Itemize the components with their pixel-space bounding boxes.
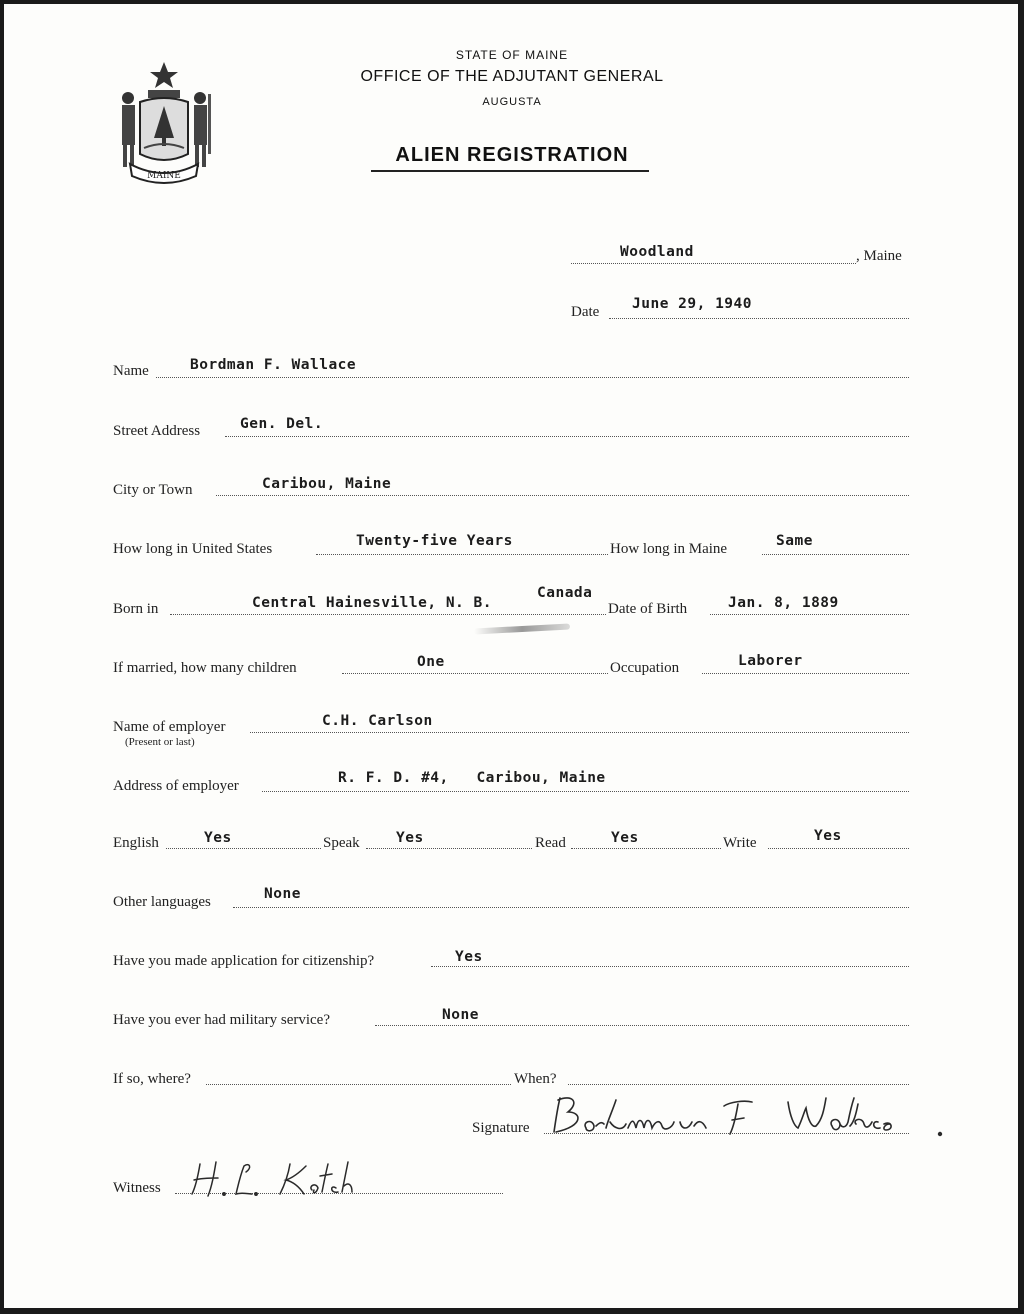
where-line [206, 1084, 511, 1085]
employer-line [250, 732, 909, 733]
speak-line [366, 848, 532, 849]
when-line [568, 1084, 909, 1085]
read-line [571, 848, 721, 849]
svg-text:MAINE: MAINE [147, 171, 181, 181]
header-office: OFFICE OF THE ADJUTANT GENERAL [360, 68, 664, 85]
maine-time-label: How long in Maine [610, 541, 728, 557]
citizenship-value: Yes [455, 949, 483, 965]
children-line [342, 673, 608, 674]
born-line [170, 614, 606, 615]
city-value: Caribou, Maine [262, 476, 392, 492]
header-city: AUGUSTA [482, 96, 542, 108]
street-value: Gen. Del. [240, 416, 324, 432]
name-line [156, 377, 909, 378]
signature-handwriting [548, 1092, 946, 1140]
speak-label: Speak [323, 835, 360, 851]
dob-label: Date of Birth [608, 601, 688, 617]
english-value: Yes [204, 830, 232, 846]
city-label: City or Town [113, 482, 193, 498]
witness-label: Witness [113, 1180, 161, 1196]
street-line [225, 436, 909, 437]
us-time-line [316, 554, 608, 555]
write-line [768, 848, 909, 849]
read-label: Read [535, 835, 566, 851]
title-underline [371, 170, 649, 172]
speak-value: Yes [396, 830, 424, 846]
form-title: ALIEN REGISTRATION [395, 144, 629, 166]
write-value: Yes [814, 828, 842, 844]
employer-address-line [262, 791, 909, 792]
employer-address-label: Address of employer [113, 778, 239, 794]
name-value: Bordman F. Wallace [190, 357, 357, 373]
born-value: Central Hainesville, N. B. [252, 595, 492, 611]
location-line [571, 263, 856, 264]
born-label: Born in [113, 601, 159, 617]
citizenship-label: Have you made application for citizenship? [113, 953, 375, 969]
us-time-label: How long in United States [113, 541, 273, 557]
witness-handwriting [186, 1158, 386, 1198]
military-value: None [442, 1007, 479, 1023]
other-languages-line [233, 907, 909, 908]
write-label: Write [723, 835, 757, 851]
born-country: Canada [537, 585, 593, 601]
dob-value: Jan. 8, 1889 [728, 595, 839, 611]
city-line [216, 495, 909, 496]
location-suffix: , Maine [856, 248, 902, 264]
read-value: Yes [611, 830, 639, 846]
us-time-value: Twenty-five Years [356, 533, 513, 549]
occupation-value: Laborer [738, 653, 803, 669]
date-value: June 29, 1940 [632, 296, 752, 312]
citizenship-line [431, 966, 909, 967]
maine-time-value: Same [776, 533, 813, 549]
occupation-label: Occupation [610, 660, 680, 676]
street-label: Street Address [113, 423, 201, 439]
military-label: Have you ever had military service? [113, 1012, 330, 1028]
signature-label: Signature [472, 1120, 530, 1136]
when-label: When? [514, 1071, 557, 1087]
children-label: If married, how many children [113, 660, 297, 676]
name-label: Name [113, 363, 149, 379]
occupation-line [702, 673, 909, 674]
employer-sublabel: (Present or last) [125, 736, 195, 748]
employer-address-value: R. F. D. #4, Caribou, Maine [338, 770, 606, 786]
children-value: One [417, 654, 445, 670]
date-label: Date [571, 304, 600, 320]
english-line [166, 848, 321, 849]
military-line [375, 1025, 909, 1026]
header-state: STATE OF MAINE [455, 48, 569, 62]
english-label: English [113, 835, 159, 851]
other-languages-value: None [264, 886, 301, 902]
other-languages-label: Other languages [113, 894, 211, 910]
maine-time-line [762, 554, 909, 555]
date-line [609, 318, 909, 319]
where-label: If so, where? [113, 1071, 191, 1087]
employer-value: C.H. Carlson [322, 713, 433, 729]
dob-line [710, 614, 909, 615]
location-value: Woodland [620, 244, 694, 260]
employer-label: Name of employer [113, 719, 226, 735]
